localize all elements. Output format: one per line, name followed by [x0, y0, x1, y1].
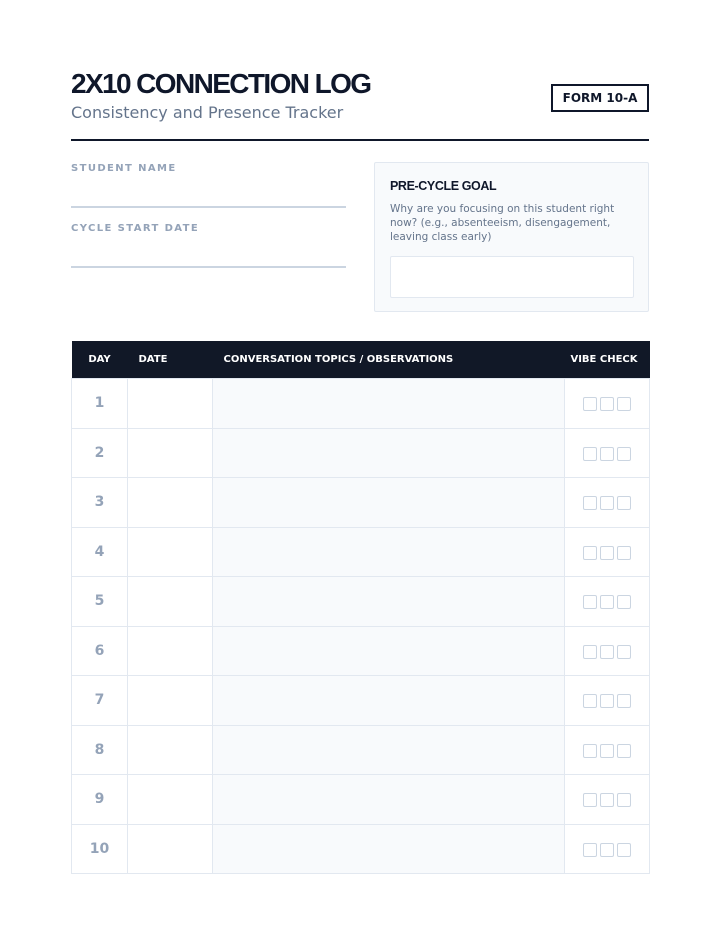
table-row [72, 725, 650, 775]
day-number: 9 [72, 775, 128, 825]
form-page [71, 0, 649, 932]
topics-cell[interactable] [213, 478, 565, 528]
topics-cell[interactable] [213, 527, 565, 577]
vibe-checkbox[interactable] [617, 546, 631, 560]
vibe-checkbox[interactable] [583, 397, 597, 411]
vibe-checkbox[interactable] [617, 744, 631, 758]
vibe-checkbox[interactable] [617, 496, 631, 510]
vibe-checkbox[interactable] [583, 694, 597, 708]
student-name-label: STUDENT NAME [71, 163, 177, 174]
table-row [72, 824, 650, 874]
day-number: 4 [72, 527, 128, 577]
day-number: 3 [72, 478, 128, 528]
column-header-day: DAY [72, 341, 128, 379]
vibe-check-cell [565, 379, 650, 429]
topics-cell[interactable] [213, 775, 565, 825]
date-cell[interactable] [128, 527, 213, 577]
page-title: 2X10 CONNECTION LOG [71, 68, 371, 99]
table-row [72, 626, 650, 676]
vibe-checkbox[interactable] [617, 843, 631, 857]
topics-cell[interactable] [213, 676, 565, 726]
day-number: 1 [72, 379, 128, 429]
topics-cell[interactable] [213, 725, 565, 775]
goal-title: PRE-CYCLE GOAL [390, 179, 497, 193]
column-header-vibe-check: VIBE CHECK [565, 341, 650, 379]
topics-cell[interactable] [213, 577, 565, 627]
vibe-check-cell [565, 626, 650, 676]
date-cell[interactable] [128, 379, 213, 429]
date-cell[interactable] [128, 676, 213, 726]
vibe-checkbox[interactable] [600, 496, 614, 510]
vibe-checkbox[interactable] [583, 595, 597, 609]
topics-cell[interactable] [213, 428, 565, 478]
table-row [72, 775, 650, 825]
student-name-field[interactable] [71, 206, 346, 208]
vibe-check-cell [565, 428, 650, 478]
day-number: 8 [72, 725, 128, 775]
date-cell[interactable] [128, 775, 213, 825]
date-cell[interactable] [128, 824, 213, 874]
connection-log-table [71, 341, 650, 874]
date-cell[interactable] [128, 577, 213, 627]
vibe-checkbox[interactable] [617, 793, 631, 807]
date-cell[interactable] [128, 478, 213, 528]
vibe-checkbox[interactable] [600, 793, 614, 807]
date-cell[interactable] [128, 428, 213, 478]
topics-cell[interactable] [213, 824, 565, 874]
vibe-checkbox[interactable] [617, 645, 631, 659]
vibe-checkbox[interactable] [600, 744, 614, 758]
vibe-check-cell [565, 527, 650, 577]
vibe-checkbox[interactable] [617, 694, 631, 708]
day-number: 2 [72, 428, 128, 478]
vibe-check-cell [565, 725, 650, 775]
day-number: 10 [72, 824, 128, 874]
vibe-checkbox[interactable] [583, 744, 597, 758]
vibe-checkbox[interactable] [600, 645, 614, 659]
vibe-check-cell [565, 775, 650, 825]
day-number: 7 [72, 676, 128, 726]
table-header-row [72, 341, 650, 379]
topics-cell[interactable] [213, 626, 565, 676]
vibe-checkbox[interactable] [600, 595, 614, 609]
vibe-check-cell [565, 577, 650, 627]
table-row [72, 577, 650, 627]
vibe-checkbox[interactable] [583, 645, 597, 659]
day-number: 6 [72, 626, 128, 676]
column-header-date: DATE [128, 341, 213, 379]
goal-description: Why are you focusing on this student right now? (e.g., absenteeism, disengagement, leaving class early) [390, 203, 615, 243]
vibe-checkbox[interactable] [600, 447, 614, 461]
vibe-checkbox[interactable] [617, 397, 631, 411]
vibe-checkbox[interactable] [600, 694, 614, 708]
page-subtitle: Consistency and Presence Tracker [71, 103, 344, 122]
date-cell[interactable] [128, 626, 213, 676]
table-row [72, 527, 650, 577]
vibe-checkbox[interactable] [583, 496, 597, 510]
table-row [72, 478, 650, 528]
goal-input[interactable] [390, 256, 634, 298]
day-number: 5 [72, 577, 128, 627]
vibe-checkbox[interactable] [617, 447, 631, 461]
vibe-checkbox[interactable] [583, 793, 597, 807]
vibe-check-cell [565, 478, 650, 528]
header-divider [71, 139, 649, 141]
table-row [72, 676, 650, 726]
form-id-badge: FORM 10-A [551, 84, 649, 112]
vibe-checkbox[interactable] [583, 447, 597, 461]
vibe-checkbox[interactable] [617, 595, 631, 609]
vibe-checkbox[interactable] [600, 397, 614, 411]
column-header-topics: CONVERSATION TOPICS / OBSERVATIONS [213, 341, 565, 379]
vibe-checkbox[interactable] [600, 546, 614, 560]
cycle-start-date-label: CYCLE START DATE [71, 223, 200, 234]
table-row [72, 379, 650, 429]
vibe-check-cell [565, 676, 650, 726]
cycle-start-date-field[interactable] [71, 266, 346, 268]
vibe-check-cell [565, 824, 650, 874]
vibe-checkbox[interactable] [583, 843, 597, 857]
vibe-checkbox[interactable] [600, 843, 614, 857]
vibe-checkbox[interactable] [583, 546, 597, 560]
topics-cell[interactable] [213, 379, 565, 429]
table-row [72, 428, 650, 478]
pre-cycle-goal-panel [374, 162, 649, 312]
table-body [72, 379, 650, 874]
date-cell[interactable] [128, 725, 213, 775]
